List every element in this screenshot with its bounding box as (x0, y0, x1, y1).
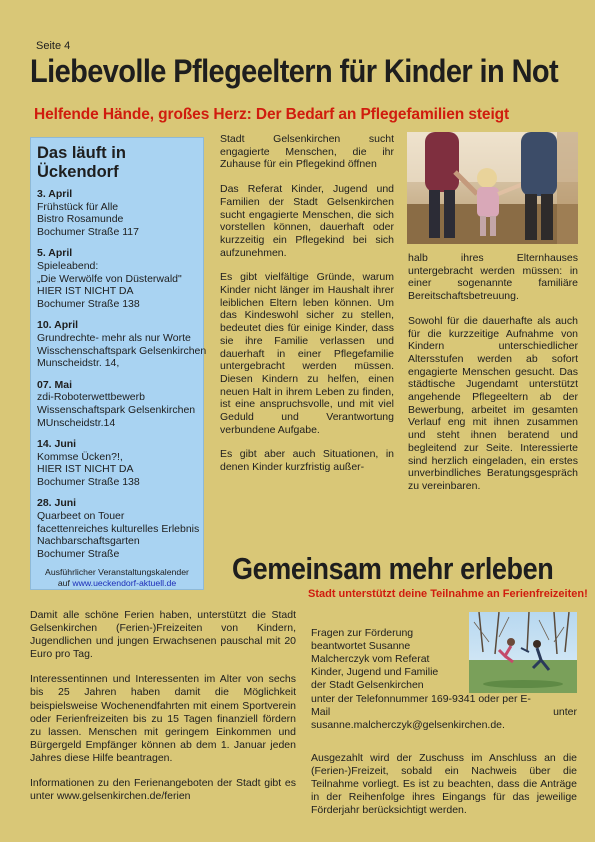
foerderung-line: Fragen zur Förderung (311, 627, 414, 639)
event-detail-line: Kommse Ücken?!, (37, 450, 123, 463)
article-paragraph: Damit alle schöne Ferien haben, unterstützt die Stadt Gelsenkirchen (Ferien-)Freizeiten von Kindern, Jugendlichen und jungen Erwachsenen pauschal mit 20 Euro pro Tag. (30, 609, 296, 661)
article-ferien-subheading: Stadt unterstützt deine Teilnahme an Ferienfreizeiten! (308, 588, 588, 600)
page-subtitle: Helfende Hände, großes Herz: Der Bedarf an Pflegefamilien steigt (34, 106, 510, 123)
family-walking-image (407, 132, 578, 244)
article-paragraph: Interessentinnen und Interessenten im Alter von sechs bis 25 Jahren haben damit die Möglichkeit beispielsweise Wochenendfahrten mit einem Sportverein oder Ferienfreizeiten bis zu 15 Tagen finanziell fördern zu lassen. Menschen mit geringem Einkommen und Bürgergeld Empfänger können ab dem 1. Januar jeden Jahres diese Hilfe beantragen. (30, 673, 296, 764)
article-paragraph: Sowohl für die dauerhafte als auch für die kurzzeitige Aufnahme von Kindern unterschiedlicher Altersstufen werden ab sofort engagierte Menschen gesucht. Das städtische Jugendamt unterstützt angehende Pflegeeltern ab der Bewerbung, arbeitet im gesamten Verlauf eng mit ihnen zusammen und steht ihnen beratend und begleitend zur Seite. Interessierte sind herzlich eingeladen, ein erstes unverbindliches Beratungsgespräch zu vereinbaren. (408, 314, 578, 492)
event-item (37, 438, 197, 488)
event-detail-line: Nachbarschaftsgarten (37, 535, 140, 548)
article-pflege-column-2 (408, 252, 578, 505)
event-item (37, 188, 197, 238)
event-date: 07. Mai (37, 378, 73, 391)
event-date: 5. April (37, 247, 73, 260)
article-ferien-heading: Gemeinsam mehr erleben (232, 552, 554, 586)
event-detail-line: Bistro Rosamunde (37, 213, 124, 226)
events-heading: Das läuft in Ückendorf (37, 144, 126, 181)
park-photo (469, 612, 577, 693)
calendar-link[interactable]: www.ueckendorf-aktuell.de (72, 578, 177, 589)
foerderung-line: Malcherczyk vom Referat (311, 653, 430, 666)
event-item (37, 319, 207, 370)
event-date: 3. April (37, 188, 73, 200)
event-date: 14. Juni (37, 438, 77, 451)
event-date: 28. Juni (37, 497, 77, 510)
event-detail-line: MUnscheidstr.14 (37, 416, 116, 429)
article-paragraph: Es gibt vielfältige Gründe, warum Kinder nicht länger im Haushalt ihrer leiblichen Eltern leben können. Um das Kindeswohl sicher zu stellen, bedeutet dies für einige Kinder, dass sie ihre Familie verlassen und dauerhaft in einer Pflegefamilie untergebracht werden müssen. Diesen Kindern zu helfen, einen neuen Halt in ihrem Leben zu finden, ist eine anspruchsvolle, und mit viel Geduld und Verantwortung verbundene Aufgabe. (220, 271, 394, 436)
event-detail-line: zdi-Roboterwettbewerb (37, 391, 145, 404)
event-detail-line: Frühstück für Alle (37, 200, 119, 213)
foerderung-line: beantwortet Susanne (311, 640, 411, 653)
event-item (37, 497, 200, 560)
event-detail-line: Bochumer Straße (37, 547, 120, 560)
page-number: Seite 4 (36, 40, 71, 52)
event-item (37, 247, 197, 310)
event-list (37, 188, 207, 560)
foerderung-line: Kinder, Jugend und Familie (311, 666, 439, 679)
foerderung-text (311, 627, 461, 692)
events-sidebar (30, 137, 207, 590)
event-detail-line: Wisschenschaftspark Gelsenkirchen (37, 344, 207, 357)
event-detail-line: Bochumer Straße 138 (37, 297, 140, 310)
article-paragraph: Stadt Gelsenkirchen sucht engagierte Menschen, die ihr Zuhause für ein Pflegekind öffnen (220, 133, 394, 171)
event-detail-line: Bochumer Straße 117 (37, 225, 139, 238)
contact-text (311, 693, 577, 732)
event-detail-line: Bochumer Straße 138 (37, 475, 140, 488)
email-address[interactable]: susanne.malcherczyk@gelsenkirchen.de. (311, 719, 505, 732)
phone-line: unter der Telefonnummer 169-9341 oder per E- (311, 693, 531, 705)
event-date: 10. April (37, 319, 79, 332)
foerderung-line: der Stadt Gelsenkirchen (311, 679, 424, 692)
event-detail-line: Munscheidstr. 14, (37, 357, 120, 370)
email-label-row (311, 706, 577, 719)
article-paragraph: Informationen zu den Ferienangeboten der Stadt gibt es unter www.gelsenkirchen.de/ferien (30, 777, 296, 803)
event-item (37, 379, 197, 429)
article-paragraph: halb ihres Elternhauses untergebracht werden müssen: in einer sogenannte familiäre Bereitschaftsbetreuung. (408, 252, 578, 303)
event-detail-line: „Die Werwölfe von Düsterwald" (37, 272, 182, 285)
page-title: Liebevolle Pflegeeltern für Kinder in Not (30, 54, 559, 90)
email-label-left: Mail (311, 706, 331, 719)
family-photo (407, 132, 578, 244)
article-ferien-left-column (30, 609, 296, 815)
event-detail-line: Spieleabend: (37, 259, 99, 272)
article-paragraph: Es gibt aber auch Situationen, in denen Kinder kurzfristig außer- (220, 448, 394, 474)
email-label-right: unter (553, 706, 577, 719)
event-detail-line: Grundrechte- mehr als nur Worte (37, 331, 191, 344)
calendar-prefix: auf (57, 578, 73, 589)
event-detail-line: HIER IST NICHT DA (37, 285, 134, 298)
article-pflege-column-1 (220, 133, 394, 486)
zuschuss-paragraph: Ausgezahlt wird der Zuschuss im Anschluss an die (Ferien-)Freizeit, sobald ein Nachweis über die Teilnahme vorliegt. Es ist zu beachten, dass die Anträge in der Reihenfolge ihres Eingangs für das jeweilige Förderjahr berücksichtigt werden. (311, 752, 577, 817)
article-paragraph: Das Referat Kinder, Jugend und Familien der Stadt Gelsenkirchen sucht engagierte Menschen, die sich vorstellen können, dauerhaft oder kurzzeitig ein Pflegekind bei sich aufzunehmen. (220, 183, 394, 259)
event-detail-line: facettenreiches kulturelles Erlebnis (37, 522, 200, 535)
event-detail-line: Wissenschaftspark Gelsenkirchen (37, 403, 196, 416)
event-detail-line: HIER IST NICHT DA (37, 463, 134, 476)
event-detail-line: Quarbeet on Touer (37, 510, 125, 523)
calendar-note-text: Ausführlicher Veranstaltungskalender (45, 567, 189, 578)
calendar-note (37, 567, 197, 589)
children-playing-image (469, 612, 577, 693)
